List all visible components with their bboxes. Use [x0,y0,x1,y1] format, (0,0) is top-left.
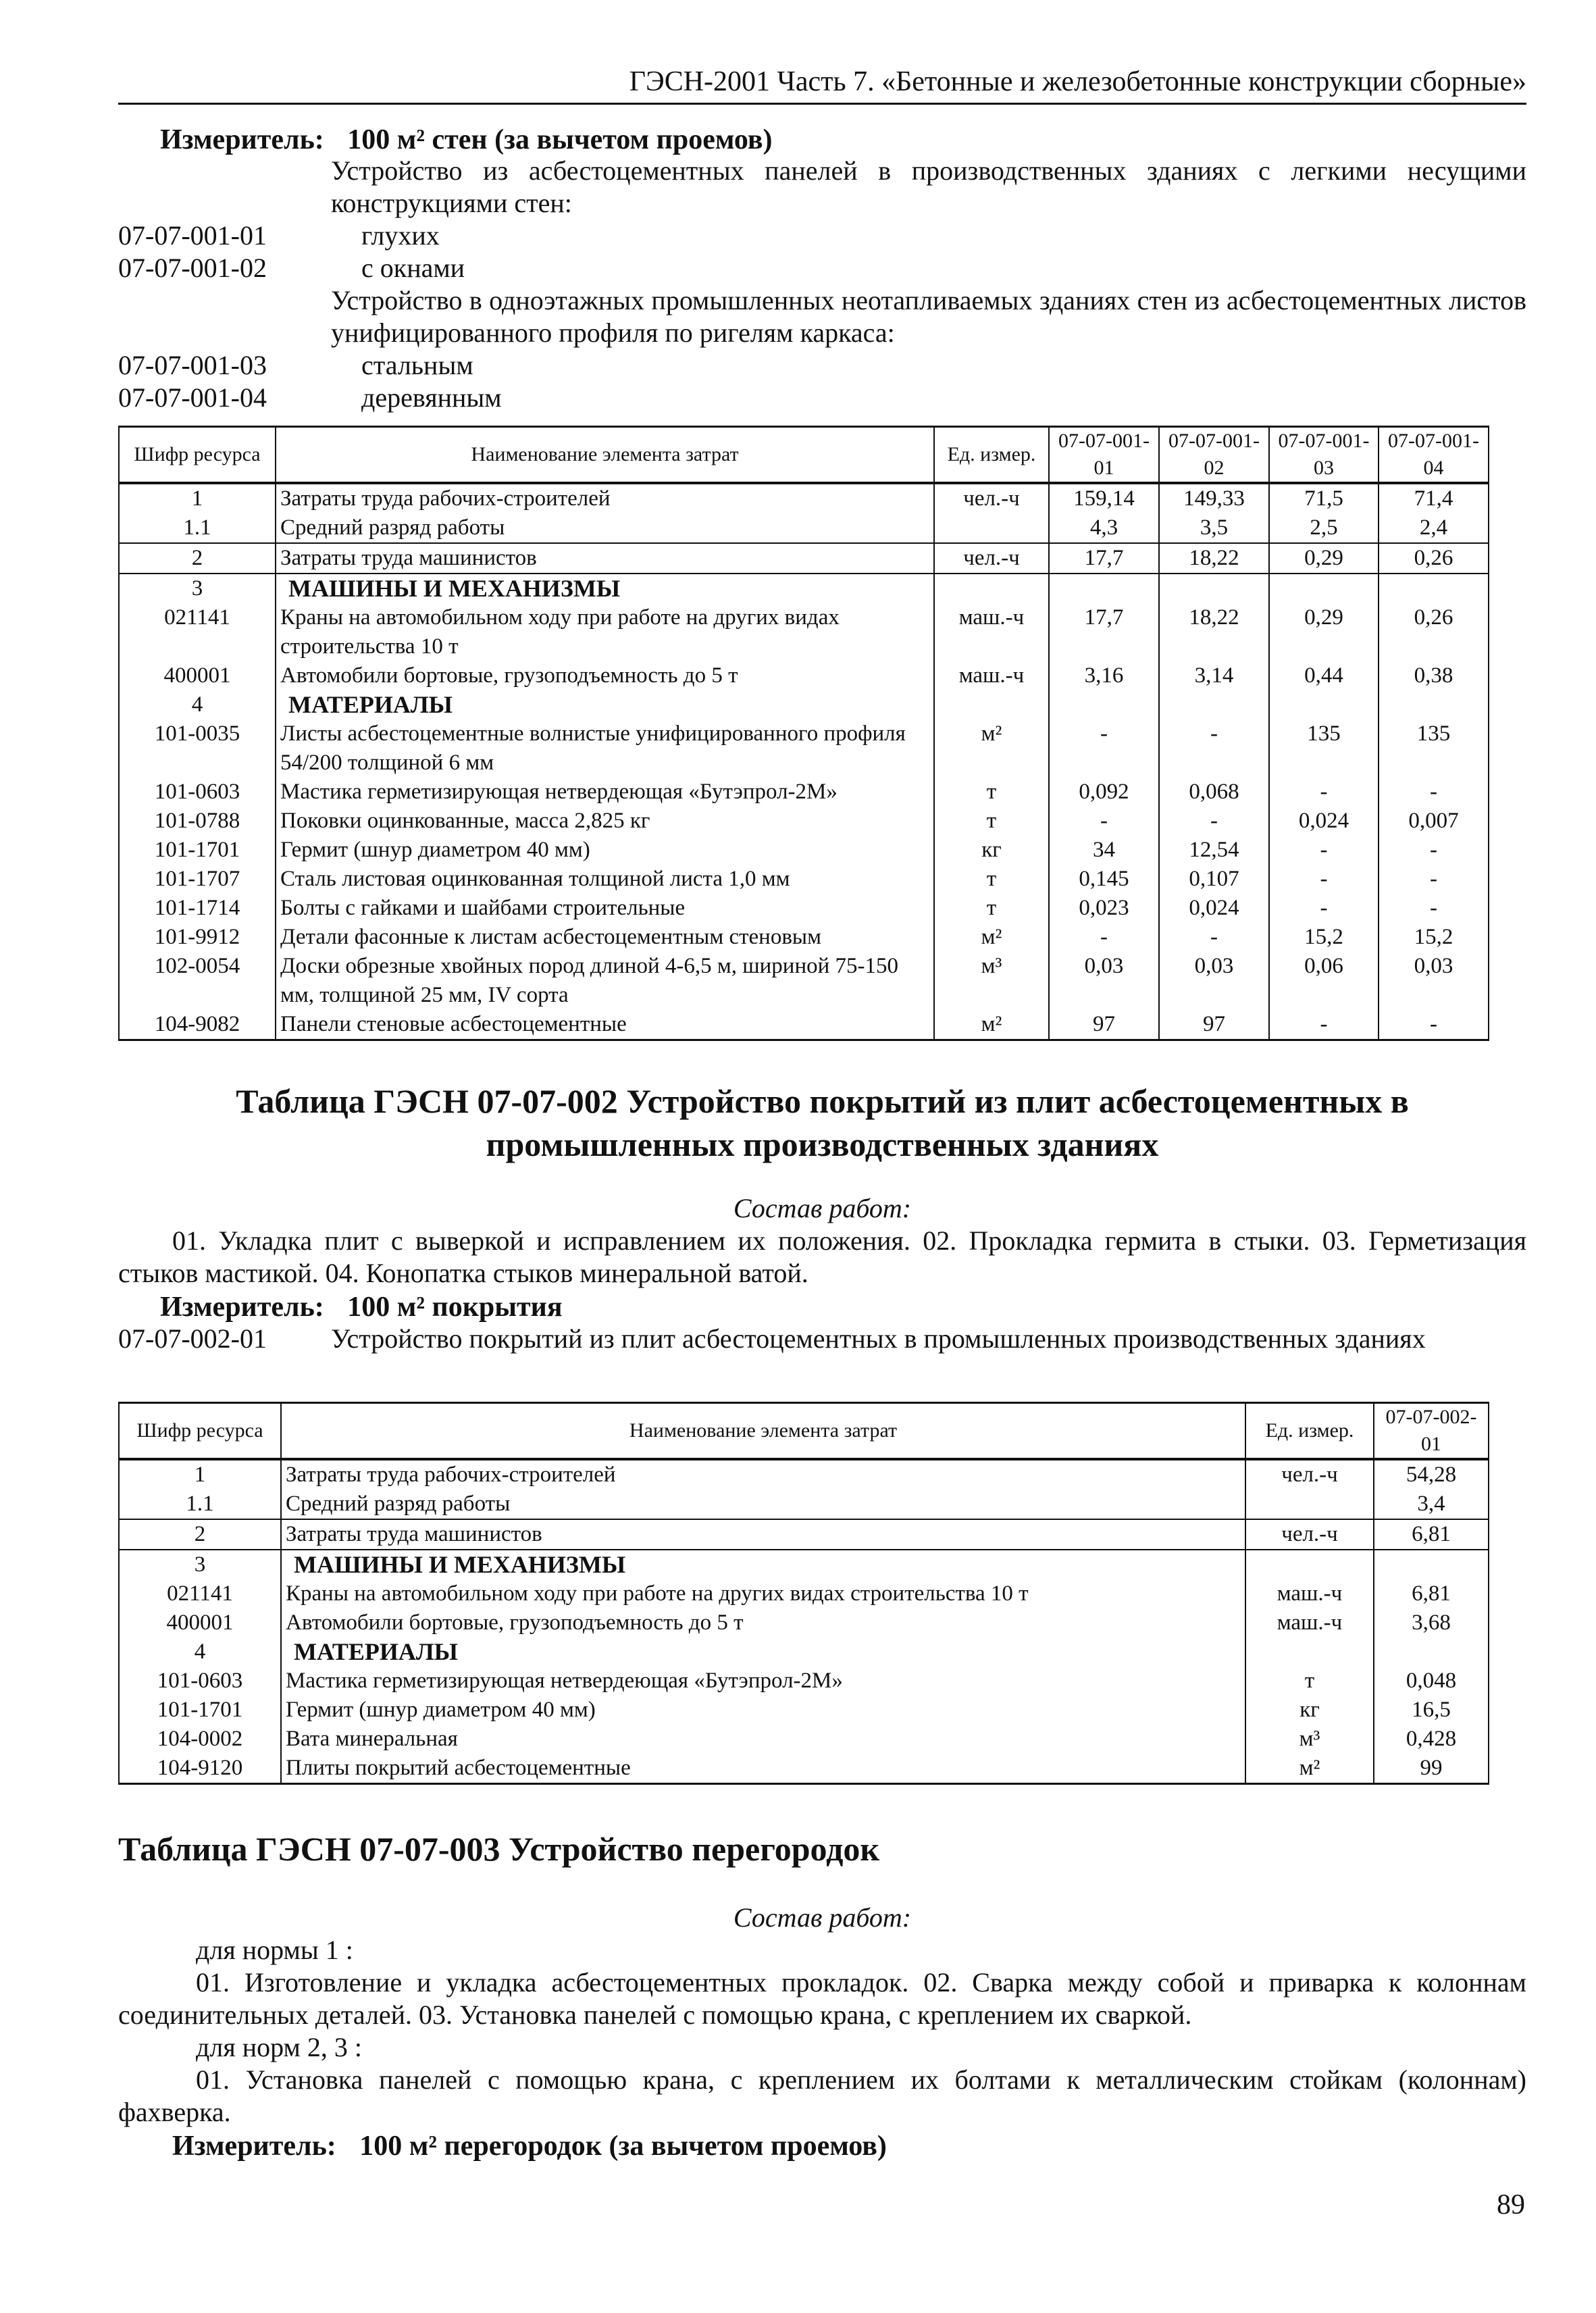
norm-description: деревянным [361,382,502,413]
measure-label: Измеритель: [160,1292,324,1323]
norm-description: с окнами [361,253,465,283]
value-cell: - [1269,778,1379,807]
cost-element-cell: Краны на автомобильном ходу при работе на других видах строительства 10 т [281,1579,1245,1608]
value-cell: - [1049,719,1159,778]
measure-line-1 [160,123,773,157]
header-norm-col: 07-07-001-04 [1379,427,1489,484]
composition-text: 01. Изготовление и укладка асбестоцементных прокладок. 02. Сварка между собой и приварка к колоннам соединительных деталей. 03. Установка панелей с помощью крана, с креплением их сваркой. [118,1967,1526,2030]
table-title-07-07-002: Таблица ГЭСН 07-07-002 Устройство покрытий из плит асбестоцементных в промышленных производственных зданиях [236,1082,1409,1163]
cost-element-cell: Детали фасонные к листам асбестоцементным стеновым [276,923,934,952]
value-cell: 0,007 [1379,807,1489,836]
unit-cell: м³ [1245,1725,1374,1754]
value-cell: - [1379,894,1489,923]
unit-cell [1245,1550,1374,1579]
header-cost-element: Наименование элемента затрат [281,1403,1245,1460]
value-cell: 0,29 [1269,543,1379,574]
unit-cell: т [934,807,1049,836]
value-cell: - [1379,865,1489,894]
cost-element-cell: Средний разряд работы [281,1490,1245,1519]
table-row [119,483,1489,513]
resource-code-cell: 4 [119,690,276,719]
table-row [119,1696,1489,1725]
resource-code-cell: 101-1707 [119,865,276,894]
value-cell: 97 [1159,1010,1269,1040]
cost-element-cell: Листы асбестоцементные волнистые унифицированного профиля 54/200 толщиной 6 мм [276,719,934,778]
value-cell: 97 [1049,1010,1159,1040]
value-cell [1159,690,1269,719]
resource-code-cell: 400001 [119,1608,281,1637]
value-cell: 0,023 [1049,894,1159,923]
value-cell: 149,33 [1159,483,1269,513]
value-cell: 0,092 [1049,778,1159,807]
value-cell: - [1159,807,1269,836]
value-cell: 18,22 [1159,543,1269,574]
table-row [119,1490,1489,1519]
resource-code-cell: 021141 [119,1579,281,1608]
norm-group-label: для нормы 1 : [196,1935,353,1965]
value-cell: 15,2 [1269,923,1379,952]
cost-element-cell: МАШИНЫ И МЕХАНИЗМЫ [281,1550,1245,1579]
value-cell: 15,2 [1379,923,1489,952]
unit-cell [1245,1637,1374,1667]
value-cell: 0,03 [1049,952,1159,1010]
norm-group-label: для норм 2, 3 : [196,2032,362,2062]
value-cell: 0,26 [1379,603,1489,661]
norm-code: 07-07-002-01 [118,1323,267,1354]
value-cell: 71,5 [1269,483,1379,513]
resource-code-cell: 1 [119,483,276,513]
value-cell: 2,5 [1269,513,1379,543]
value-cell: - [1159,719,1269,778]
group-description-2: Устройство в одноэтажных промышленных неотапливаемых зданиях стен из асбестоцементных листов унифицированного профиля по ригелям каркаса: [331,285,1526,348]
norm-description: стальным [361,350,473,380]
norm-code: 07-07-001-01 [118,220,267,251]
table-row [119,1637,1489,1667]
header-resource-code: Шифр ресурса [119,427,276,484]
cost-element-cell: Затраты труда рабочих-строителей [276,483,934,513]
value-cell: 0,428 [1374,1725,1489,1754]
resource-code-cell: 021141 [119,603,276,661]
header-unit: Ед. измер. [934,427,1049,484]
resource-code-cell: 400001 [119,661,276,690]
unit-cell: маш.-ч [934,661,1049,690]
unit-cell: маш.-ч [1245,1608,1374,1637]
unit-cell: т [934,894,1049,923]
table-row [119,923,1489,952]
table-row [119,1010,1489,1040]
value-cell: 6,81 [1374,1579,1489,1608]
header-resource-code: Шифр ресурса [119,1403,281,1460]
value-cell: - [1269,1010,1379,1040]
value-cell: 0,29 [1269,603,1379,661]
resource-code-cell: 102-0054 [119,952,276,1010]
value-cell: 3,4 [1374,1490,1489,1519]
cost-element-cell: Доски обрезные хвойных пород длиной 4-6,5 м, шириной 75-150 мм, толщиной 25 мм, IV сорта [276,952,934,1010]
resource-code-cell: 101-1701 [119,1696,281,1725]
unit-cell: м² [934,923,1049,952]
resource-code-cell: 101-0035 [119,719,276,778]
value-cell: 0,024 [1269,807,1379,836]
measure-line-2 [160,1290,563,1324]
value-cell [1374,1637,1489,1667]
value-cell [1269,574,1379,603]
table-row [119,574,1489,603]
value-cell: - [1379,778,1489,807]
value-cell: 34 [1049,836,1159,865]
table-row [119,1667,1489,1696]
unit-cell [934,690,1049,719]
cost-element-cell: Затраты труда машинистов [281,1519,1245,1550]
unit-cell: чел.-ч [1245,1519,1374,1550]
measure-value: 100 м² стен (за вычетом проемов) [347,124,773,155]
table-row [119,603,1489,661]
resource-code-cell: 101-0603 [119,778,276,807]
resource-code-cell: 101-9912 [119,923,276,952]
value-cell: 3,5 [1159,513,1269,543]
cost-element-cell: Поковки оцинкованные, масса 2,825 кг [276,807,934,836]
table-row [119,1550,1489,1579]
value-cell: - [1269,836,1379,865]
value-cell: - [1379,836,1489,865]
value-cell: 54,28 [1374,1459,1489,1490]
page-number: 89 [1497,2189,1525,2220]
table-row [119,836,1489,865]
value-cell: 0,024 [1159,894,1269,923]
value-cell: 135 [1379,719,1489,778]
cost-element-cell: Вата минеральная [281,1725,1245,1754]
unit-cell: т [1245,1667,1374,1696]
value-cell: - [1049,807,1159,836]
resource-code-cell: 101-0603 [119,1667,281,1696]
unit-cell: м² [934,1010,1049,1040]
cost-element-cell: Гермит (шнур диаметром 40 мм) [281,1696,1245,1725]
group-description-1: Устройство из асбестоцементных панелей в производственных зданиях с легкими несущими конструкциями стен: [331,155,1526,218]
resource-code-cell: 4 [119,1637,281,1667]
value-cell: 0,26 [1379,543,1489,574]
value-cell: 99 [1374,1754,1489,1784]
table-title-07-07-003: Таблица ГЭСН 07-07-003 Устройство перегородок [118,1830,880,1868]
cost-element-cell: Затраты труда машинистов [276,543,934,574]
cost-element-cell: Плиты покрытий асбестоцементные [281,1754,1245,1784]
table-row [119,894,1489,923]
cost-element-cell: Панели стеновые асбестоцементные [276,1010,934,1040]
value-cell: 6,81 [1374,1519,1489,1550]
resource-code-cell: 101-0788 [119,807,276,836]
table-row [119,778,1489,807]
cost-element-cell: Сталь листовая оцинкованная толщиной листа 1,0 мм [276,865,934,894]
composition-label: Состав работ: [733,1902,912,1933]
value-cell: - [1379,1010,1489,1040]
measure-label: Измеритель: [172,2131,336,2162]
table-row [119,719,1489,778]
cost-element-cell: Затраты труда рабочих-строителей [281,1459,1245,1490]
resource-code-cell: 104-0002 [119,1725,281,1754]
value-cell: - [1269,865,1379,894]
unit-cell [1245,1490,1374,1519]
cost-element-cell: Болты с гайками и шайбами строительные [276,894,934,923]
composition-label: Состав работ: [733,1193,912,1223]
value-cell: 135 [1269,719,1379,778]
header-norm-col: 07-07-002-01 [1374,1403,1489,1460]
resource-code-cell: 1 [119,1459,281,1490]
cost-element-cell: МАТЕРИАЛЫ [276,690,934,719]
norm-code: 07-07-001-04 [118,382,267,413]
unit-cell: т [934,865,1049,894]
unit-cell: чел.-ч [934,483,1049,513]
unit-cell: чел.-ч [1245,1459,1374,1490]
value-cell: 17,7 [1049,603,1159,661]
norm-code: 07-07-001-02 [118,253,267,283]
unit-cell: т [934,778,1049,807]
value-cell: 0,06 [1269,952,1379,1010]
value-cell: 71,4 [1379,483,1489,513]
value-cell: 3,16 [1049,661,1159,690]
table-row [119,1754,1489,1784]
resource-code-cell: 2 [119,543,276,574]
resource-code-cell: 1.1 [119,513,276,543]
value-cell [1374,1550,1489,1579]
value-cell: 0,048 [1374,1667,1489,1696]
norm-code: 07-07-001-03 [118,350,267,380]
value-cell: 0,107 [1159,865,1269,894]
resource-code-cell: 104-9082 [119,1010,276,1040]
table-row [119,1459,1489,1490]
value-cell: 3,14 [1159,661,1269,690]
resource-table-07-07-001 [118,426,1489,1041]
resource-code-cell: 101-1714 [119,894,276,923]
measure-label: Измеритель: [160,124,324,155]
value-cell: 3,68 [1374,1608,1489,1637]
measure-value: 100 м² покрытия [347,1292,563,1323]
value-cell: 0,03 [1379,952,1489,1010]
resource-table-07-07-002 [118,1402,1489,1785]
value-cell [1379,574,1489,603]
table-row [119,865,1489,894]
value-cell [1049,690,1159,719]
unit-cell: маш.-ч [1245,1579,1374,1608]
cost-element-cell: МАТЕРИАЛЫ [281,1637,1245,1667]
resource-code-cell: 101-1701 [119,836,276,865]
cost-element-cell: Автомобили бортовые, грузоподъемность до 5 т [281,1608,1245,1637]
table-row [119,513,1489,543]
table-row [119,690,1489,719]
value-cell: 0,44 [1269,661,1379,690]
value-cell: 0,145 [1049,865,1159,894]
resource-code-cell: 104-9120 [119,1754,281,1784]
unit-cell: кг [934,836,1049,865]
header-norm-col: 07-07-001-01 [1049,427,1159,484]
value-cell: 16,5 [1374,1696,1489,1725]
value-cell: - [1269,894,1379,923]
resource-code-cell: 2 [119,1519,281,1550]
resource-code-cell: 3 [119,574,276,603]
measure-value: 100 м² перегородок (за вычетом проемов) [359,2131,887,2162]
header-rule [118,103,1526,105]
table-row [119,1725,1489,1754]
cost-element-cell: Мастика герметизирующая нетвердеющая «Бутэпрол-2М» [281,1667,1245,1696]
value-cell: 2,4 [1379,513,1489,543]
value-cell: 12,54 [1159,836,1269,865]
value-cell: - [1049,923,1159,952]
table-row [119,1579,1489,1608]
value-cell: 0,38 [1379,661,1489,690]
resource-code-cell: 1.1 [119,1490,281,1519]
value-cell: 0,03 [1159,952,1269,1010]
value-cell: 159,14 [1049,483,1159,513]
value-cell: 4,3 [1049,513,1159,543]
unit-cell [934,574,1049,603]
header-norm-col: 07-07-001-03 [1269,427,1379,484]
norm-description: глухих [361,220,440,251]
cost-element-cell: Мастика герметизирующая нетвердеющая «Бутэпрол-2М» [276,778,934,807]
unit-cell: м³ [934,952,1049,1010]
table-row [119,952,1489,1010]
cost-element-cell: Средний разряд работы [276,513,934,543]
cost-element-cell: МАШИНЫ И МЕХАНИЗМЫ [276,574,934,603]
cost-element-cell: Краны на автомобильном ходу при работе на других видах строительства 10 т [276,603,934,661]
table-row [119,1519,1489,1550]
value-cell: - [1159,923,1269,952]
table-row [119,543,1489,574]
unit-cell: кг [1245,1696,1374,1725]
unit-cell: м² [934,719,1049,778]
value-cell [1269,690,1379,719]
value-cell: 0,068 [1159,778,1269,807]
value-cell [1049,574,1159,603]
unit-cell: чел.-ч [934,543,1049,574]
value-cell: 18,22 [1159,603,1269,661]
composition-text: 01. Укладка плит с выверкой и исправлением их положения. 02. Прокладка гермита в стыки. 03. Герметизация стыков мастикой. 04. Конопатка стыков минеральной ватой. [118,1225,1526,1288]
table-row [119,807,1489,836]
measure-line-3 [172,2129,887,2163]
unit-cell: м² [1245,1754,1374,1784]
value-cell [1159,574,1269,603]
table-row [119,1608,1489,1637]
value-cell: 17,7 [1049,543,1159,574]
value-cell [1379,690,1489,719]
header-cost-element: Наименование элемента затрат [276,427,934,484]
norm-description: Устройство покрытий из плит асбестоцементных в промышленных производственных зданиях [331,1323,1426,1354]
cost-element-cell: Автомобили бортовые, грузоподъемность до 5 т [276,661,934,690]
running-header: ГЭСН-2001 Часть 7. «Бетонные и железобетонные конструкции сборные» [629,66,1526,97]
resource-code-cell: 3 [119,1550,281,1579]
table-row [119,661,1489,690]
header-unit: Ед. измер. [1245,1403,1374,1460]
composition-text: 01. Установка панелей с помощью крана, с креплением их болтами к металлическим стойкам (колоннам) фахверка. [118,2064,1526,2127]
header-norm-col: 07-07-001-02 [1159,427,1269,484]
unit-cell: маш.-ч [934,603,1049,661]
cost-element-cell: Гермит (шнур диаметром 40 мм) [276,836,934,865]
unit-cell [934,513,1049,543]
